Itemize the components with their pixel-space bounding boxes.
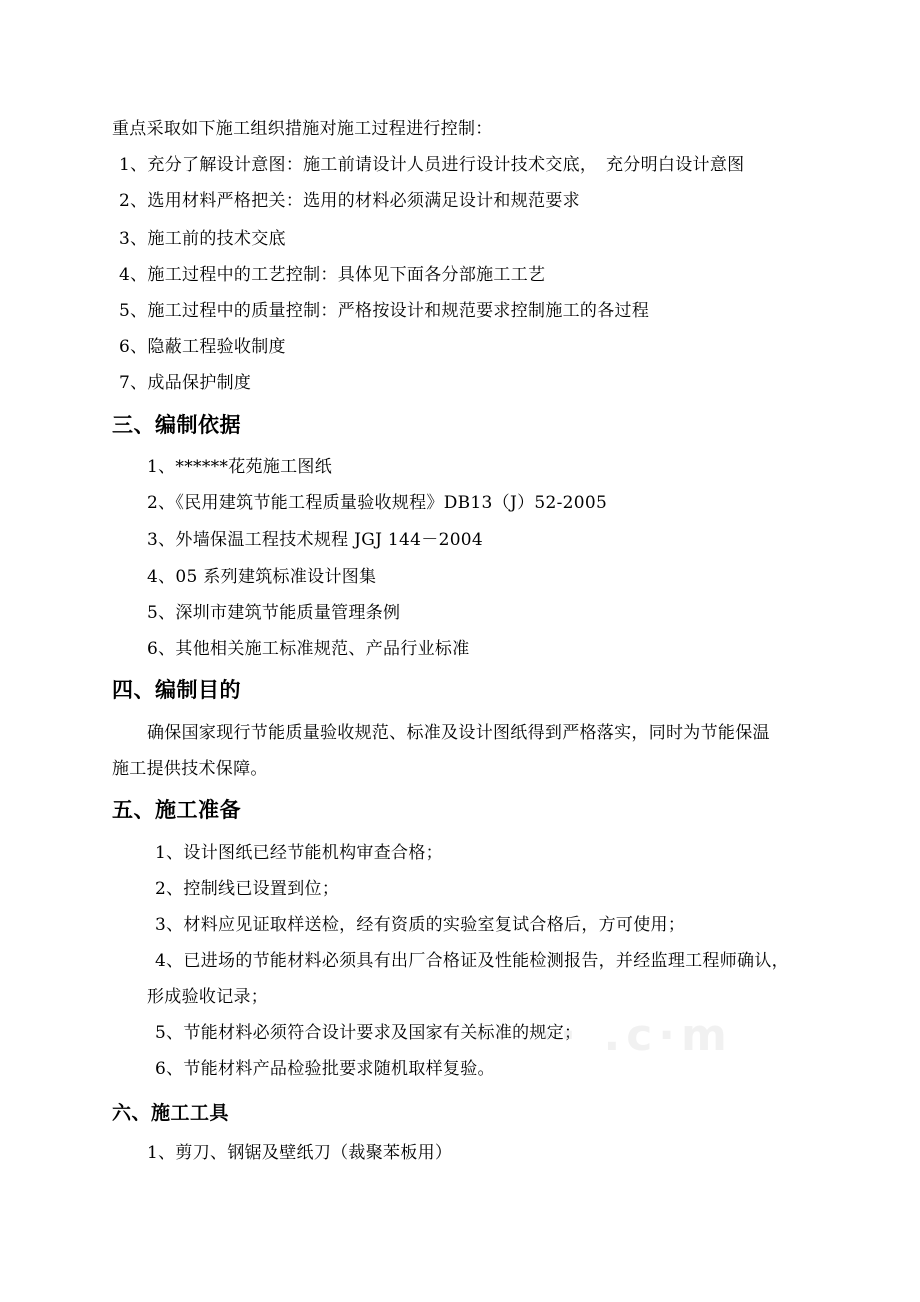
basis-item-4: 4、05 系列建筑标准设计图集 xyxy=(147,567,377,587)
intro-item-2: 2、选用材料严格把关：选用的材料必须满足设计和规范要求 xyxy=(119,191,580,211)
section-heading-tools: 六、施工工具 xyxy=(112,1102,230,1124)
tools-item-1: 1、剪刀、钢锯及壁纸刀（裁聚苯板用） xyxy=(147,1143,453,1163)
section-heading-purpose: 四、编制目的 xyxy=(112,678,241,702)
intro-item-1: 1、充分了解设计意图：施工前请设计人员进行设计技术交底， 充分明白设计意图 xyxy=(119,155,745,175)
prep-item-6: 6、节能材料产品检验批要求随机取样复验。 xyxy=(155,1059,495,1079)
prep-item-3: 3、材料应见证取样送检，经有资质的实验室复试合格后，方可使用； xyxy=(155,915,686,935)
basis-item-2: 2、《民用建筑节能工程质量验收规程》DB13（J）52-2005 xyxy=(147,493,608,513)
basis-item-5: 5、深圳市建筑节能质量管理条例 xyxy=(147,603,401,623)
intro-item-4: 4、施工过程中的工艺控制：具体见下面各分部施工工艺 xyxy=(119,265,546,285)
purpose-paragraph-line-1: 确保国家现行节能质量验收规范、标准及设计图纸得到严格落实，同时为节能保温 xyxy=(147,723,770,743)
basis-item-6: 6、其他相关施工标准规范、产品行业标准 xyxy=(147,639,470,659)
watermark: ·· ·· .c·m xyxy=(470,1010,733,1061)
basis-item-3: 3、外墙保温工程技术规程 JGJ 144－2004 xyxy=(147,530,484,550)
prep-item-4-continued: 形成验收记录； xyxy=(147,987,269,1007)
intro-item-5: 5、施工过程中的质量控制：严格按设计和规范要求控制施工的各过程 xyxy=(119,301,650,321)
basis-item-1: 1、******花苑施工图纸 xyxy=(147,457,333,477)
prep-item-1: 1、设计图纸已经节能机构审查合格； xyxy=(155,843,443,863)
prep-item-4: 4、已进场的节能材料必须具有出厂合格证及性能检测报告，并经监理工程师确认， xyxy=(155,951,789,971)
intro-item-7: 7、成品保护制度 xyxy=(119,373,252,393)
prep-item-2: 2、控制线已设置到位； xyxy=(155,879,340,899)
prep-item-5: 5、节能材料必须符合设计要求及国家有关标准的规定； xyxy=(155,1023,582,1043)
section-heading-preparation: 五、施工准备 xyxy=(112,798,241,822)
intro-item-6: 6、隐蔽工程验收制度 xyxy=(119,337,286,357)
section-heading-basis: 三、编制依据 xyxy=(112,413,241,437)
purpose-paragraph-line-2: 施工提供技术保障。 xyxy=(112,759,268,779)
intro-item-3: 3、施工前的技术交底 xyxy=(119,229,286,249)
intro-lead: 重点采取如下施工组织措施对施工过程进行控制： xyxy=(112,119,493,139)
